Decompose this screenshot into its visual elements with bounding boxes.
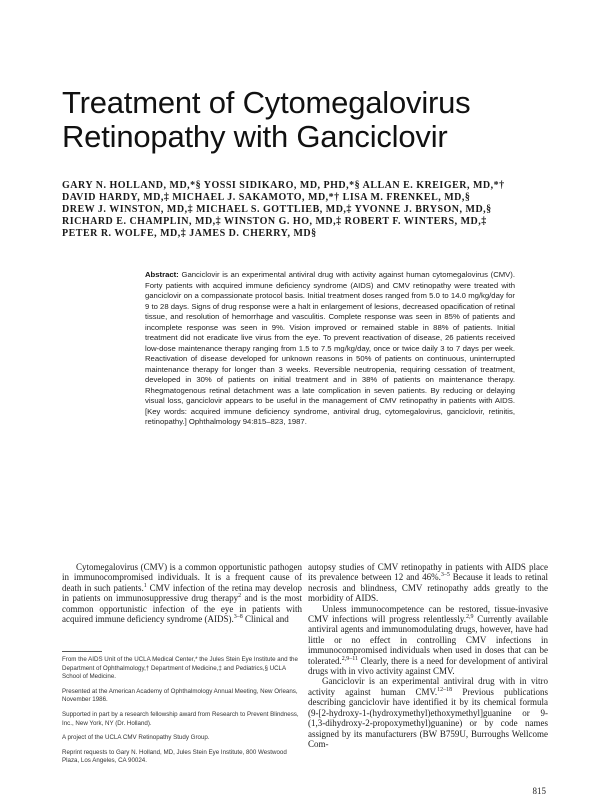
footnote: Presented at the American Academy of Ophthalmology Annual Meeting, New Orleans, November 1986. — [62, 687, 298, 704]
body-text: Cytomegalovirus (CMV) is a common opportunistic pathogen in immunocompromised individuals. It is a frequent cause of death in such patients. — [62, 562, 302, 593]
citation: 2,9–11 — [341, 655, 359, 662]
body-paragraph — [308, 604, 548, 677]
body-paragraph — [308, 562, 548, 604]
author-line: DREW J. WINSTON, MD,‡ MICHAEL S. GOTTLIEB, MD,‡ YVONNE J. BRYSON, MD,§ — [62, 204, 492, 215]
body-text: and is the most common opportunistic infection of the eye in patients with acquired immune deficiency syndrome (AIDS). — [62, 593, 302, 625]
citation: 3–8 — [233, 614, 243, 621]
citation: 12–18 — [437, 686, 453, 693]
body-text: CMV infection of the retina may develop in patients on immunosuppressive drug therapy — [62, 582, 303, 604]
citation: 3–5 — [440, 572, 450, 579]
body-paragraph — [62, 562, 302, 624]
footnote: From the AIDS Unit of the UCLA Medical Center,* the Jules Stein Eye Institute and the Department of Ophthalmology,† Department of Medicine,‡ and Pediatrics,§ UCLA School of Medicine. — [62, 656, 298, 681]
author-line: GARY N. HOLLAND, MD,*§ YOSSI SIDIKARO, MD, PHD,*§ ALLAN E. KREIGER, MD,*† — [62, 180, 505, 191]
author-line: RICHARD E. CHAMPLIN, MD,‡ WINSTON G. HO, MD,‡ ROBERT F. WINTERS, MD,‡ — [62, 216, 487, 227]
body-paragraph — [308, 676, 548, 749]
body-text: Clearly, there is a need for development of antiviral drugs with in vivo activity against CMV. — [308, 655, 548, 677]
footnote-divider — [62, 651, 102, 652]
body-column-left — [62, 562, 302, 624]
article-title — [62, 86, 582, 154]
author-line: PETER R. WOLFE, MD,‡ JAMES D. CHERRY, MD§ — [62, 228, 317, 239]
body-text: Previous publications describing ganciclovir have identified it by its chemical formula (9-[2-hydroxy-1-(hydroxymethyl)ethoxymethyl]guanine or 9-(1,3-dihydroxy-2-propoxymethyl)guanine) or by code names assigned by its manufacturers (BW B759U, Burroughs Wellcome Com- — [308, 686, 549, 749]
abstract — [145, 270, 515, 428]
body-text: Unless immunocompetence can be restored, tissue-invasive CMV infections will progress relentlessly. — [308, 603, 548, 625]
body-text: Clinical and — [242, 614, 289, 625]
citation: 2 — [238, 593, 242, 600]
footnote: A project of the UCLA CMV Retinopathy Study Group. — [62, 734, 210, 742]
title-line-2: Retinopathy with Ganciclovir — [62, 119, 448, 154]
title-line-1: Treatment of Cytomegalovirus — [62, 85, 471, 120]
body-text: Because it leads to retinal necrosis and blindness, CMV retinopathy adds greatly to the morbidity of AIDS. — [308, 572, 549, 604]
page-number: 815 — [532, 786, 546, 796]
abstract-text: Ganciclovir is an experimental antiviral drug with activity against human cytomegalovirus (CMV). Forty patients with acquired immune deficiency syndrome (AIDS) and CMV retinopathy were treated with ganciclovir on a compassionate protocol basis. Initial treatment doses ranged from 5.0 to 14.0 mg/kg/day for 9 to 28 days. Signs of drug response were a halt in enlargement of lesions, decreased opacification of retinal tissue, and resolution of hemorrhage and vasculitis. Complete response was seen in 85% of patients and incomplete response was seen in 9%. Vision improved or remained stable in 88% of patients. Initial treatment did not eradicate live virus from the eye. To prevent reactivation of disease, 26 patients received low-dose maintenance therapy ranging from 1.5 to 7.5 mg/kg/day, once or twice daily 3 to 7 days per week. Reactivation of disease developed for unknown reasons in 50% of patients on continuous, uninterrupted maintenance therapy for longer than 3 weeks. Reversible neutropenia, requiring cessation of treatment, developed in 30% of patients on initial treatment and in 38% of patients on maintenance therapy. Rhegmatogenous retinal detachment was a late complication in seven patients. By reducing or delaying visual loss, ganciclovir appears to be useful in the management of CMV retinopathy in patients with AIDS. [Key words: acquired immune deficiency syndrome, antiviral drug, cytomegalovirus, ganciclovir, retinitis, retinopathy.] Ophthalmology 94:815–823, 1987. — [145, 270, 515, 426]
citation: 1 — [143, 582, 147, 589]
author-line: DAVID HARDY, MD,‡ MICHAEL J. SAKAMOTO, MD,*† LISA M. FRENKEL, MD,§ — [62, 192, 471, 203]
footnote: Reprint requests to Gary N. Holland, MD, Jules Stein Eye Institute, 800 Westwood Plaza, Los Angeles, CA 90024. — [62, 748, 287, 765]
footnotes — [62, 656, 302, 772]
body-text: Currently available antiviral agents and immunomodulating drugs, however, have had little or no effect in controlling CMV infections in immunocompromised individuals when used in doses that can be tolerated. — [308, 614, 548, 666]
body-text: Ganciclovir is an experimental antiviral drug with in vitro activity against human CMV. — [308, 676, 548, 697]
footnote: Supported in part by a research fellowship award from Research to Prevent Blindness, Inc., New York, NY (Dr. Holland). — [62, 710, 299, 727]
body-text: autopsy studies of CMV retinopathy in patients with AIDS place its prevalence between 12 and 46%. — [308, 562, 548, 583]
citation: 2,9 — [466, 614, 474, 621]
author-list — [62, 180, 582, 240]
abstract-label: Abstract: — [145, 270, 179, 279]
body-column-right — [308, 562, 548, 749]
